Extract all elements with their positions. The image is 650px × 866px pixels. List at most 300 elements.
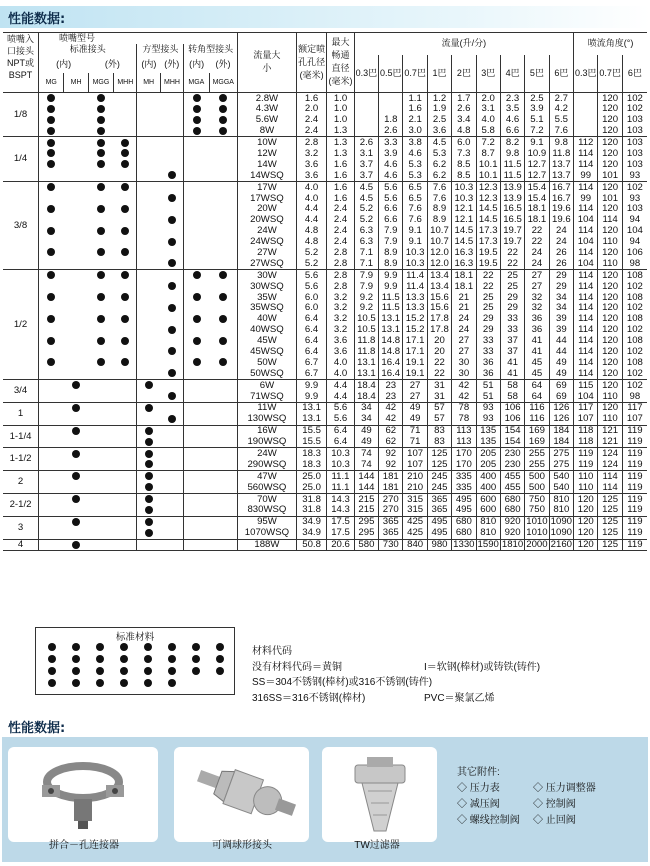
- material-dot: [192, 655, 200, 663]
- conn-cell: [160, 335, 183, 346]
- flow-cell: 455: [500, 482, 524, 493]
- conn-cell: [114, 425, 137, 436]
- section-title: 性能数据:: [8, 12, 66, 27]
- flow-cell: 14.5: [476, 215, 500, 226]
- flow-cell: 920: [500, 528, 524, 539]
- flow-cell: 9.2: [354, 303, 378, 314]
- angle-cell: 103: [622, 126, 647, 137]
- angle-cell: 104: [574, 215, 598, 226]
- conn-cell: [160, 137, 183, 148]
- conn-cell: [184, 104, 209, 115]
- passage-cell: 6.4: [327, 425, 354, 436]
- material-dot: [96, 643, 104, 651]
- conn-cell: [88, 402, 113, 413]
- flow-cell: 7.1: [354, 258, 378, 269]
- inner-label: (内): [39, 55, 89, 74]
- availability-dot: [193, 116, 201, 124]
- flow-cell: 365: [427, 493, 451, 504]
- conn-cell: [137, 516, 160, 527]
- flow-cell: 29: [476, 325, 500, 336]
- availability-dot: [168, 326, 176, 334]
- material-cell: [88, 677, 112, 689]
- flow-cell: 7.6: [427, 182, 451, 193]
- table-row: [3, 182, 647, 193]
- flow-cell: 9.8: [500, 148, 524, 159]
- angle-cell: 120: [598, 303, 622, 314]
- flow-cell: 8.5: [452, 170, 476, 181]
- table-row: [3, 236, 647, 247]
- material-cell: [40, 665, 64, 677]
- model-cell: 70W: [237, 493, 296, 504]
- flow-cell: 11.5: [379, 292, 403, 303]
- conn-cell: [39, 303, 64, 314]
- flow-cell: 6.3: [354, 226, 378, 237]
- flow-cell: 255: [525, 448, 549, 459]
- angle-cell: 117: [622, 402, 647, 413]
- flow-cell: 1330: [453, 539, 475, 551]
- flow-cell: 7.2: [525, 126, 549, 137]
- angle-cell: 103: [622, 204, 647, 215]
- angle-cell: 94: [622, 215, 647, 226]
- flow-cell: 22: [525, 236, 549, 247]
- conn-cell: [114, 539, 137, 551]
- angle-cell: 114: [574, 292, 598, 303]
- angle-cell: 104: [574, 258, 598, 269]
- material-box: [35, 627, 235, 695]
- conn-cell: [88, 437, 113, 448]
- conn-cell: [184, 402, 209, 413]
- conn-cell: [64, 493, 88, 504]
- conn-cell: [184, 159, 209, 170]
- conn-cell: [160, 148, 183, 159]
- conn-cell: [209, 437, 237, 448]
- conn-cell: [39, 104, 64, 115]
- material-cell: [40, 653, 64, 665]
- conn-cell: [64, 482, 88, 493]
- material-dot: [168, 655, 176, 663]
- availability-dot: [168, 392, 176, 400]
- flow-cell: 71: [403, 437, 427, 448]
- conn-cell: [114, 215, 137, 226]
- conn-cell: [209, 402, 237, 413]
- table-row: [3, 204, 647, 215]
- flow-cell: 44: [549, 346, 573, 357]
- conn-cell: [64, 170, 88, 181]
- availability-dot: [121, 183, 129, 191]
- flow-cell: 116: [525, 402, 549, 413]
- availability-dot: [47, 127, 55, 135]
- conn-cell: [209, 493, 237, 504]
- conn-cell: [137, 292, 160, 303]
- conn-cell: [160, 126, 183, 137]
- pressure-7: 5巴: [525, 55, 549, 93]
- conn-cell: [160, 215, 183, 226]
- conn-cell: [39, 182, 64, 193]
- flow-cell: 36: [476, 357, 500, 368]
- conn-cell: [209, 314, 237, 325]
- flow-cell: 11.8: [354, 335, 378, 346]
- conn-cell: [88, 159, 113, 170]
- angle-cell: 104: [574, 236, 598, 247]
- conn-cell: [64, 402, 88, 413]
- flow-cell: 11.5: [379, 303, 403, 314]
- flow-cell: 24: [452, 325, 476, 336]
- material-dot: [168, 679, 176, 687]
- flow-cell: 26: [549, 258, 573, 269]
- inlet-size: 3/4: [3, 380, 39, 403]
- angle-cell: 120: [598, 380, 622, 391]
- inner-label: (内): [184, 55, 209, 74]
- orifice-cell: 1.6: [296, 92, 326, 103]
- angle-cell: 99: [574, 170, 598, 181]
- angle-cell: 118: [574, 437, 598, 448]
- availability-dot: [121, 227, 129, 235]
- flow-cell: 810: [476, 516, 500, 527]
- flow-cell: 5.3: [427, 148, 451, 159]
- passage-cell: 6.4: [327, 437, 354, 448]
- conn-cell: [184, 471, 209, 482]
- angle-cell: 119: [622, 482, 647, 493]
- angle-cell: 120: [598, 325, 622, 336]
- flow-cell: 680: [452, 516, 476, 527]
- conn-cell: [64, 346, 88, 357]
- flow-cell: 10.3: [452, 182, 476, 193]
- flow-cell: 9.9: [379, 281, 403, 292]
- model-cell: 45WSQ: [237, 346, 296, 357]
- flow-cell: 34: [549, 292, 573, 303]
- material-dot: [216, 643, 224, 651]
- conn-cell: [137, 391, 160, 402]
- flow-cell: 31: [427, 380, 451, 391]
- passage-cell: 1.0: [327, 104, 354, 115]
- angle-cell: 110: [598, 236, 622, 247]
- angle-cell: 119: [622, 459, 647, 470]
- conn-cell: [184, 314, 209, 325]
- model-cell: 50W: [237, 357, 296, 368]
- angle-cell: 120: [598, 104, 622, 115]
- angle-cell: 120: [598, 92, 622, 103]
- flow-cell: 22: [476, 270, 500, 281]
- conn-cell: [64, 505, 88, 516]
- passage-cell: 5.6: [327, 414, 354, 425]
- availability-dot: [47, 205, 55, 213]
- conn-cell: [184, 92, 209, 103]
- flow-cell: 8.9: [427, 204, 451, 215]
- material-dot: [48, 643, 56, 651]
- model-cell: 130WSQ: [237, 414, 296, 425]
- flow-cell: [354, 126, 378, 137]
- flow-cell: 13.7: [549, 170, 573, 181]
- conn-cell: [209, 236, 237, 247]
- conn-cell: [137, 303, 160, 314]
- availability-dot: [97, 94, 105, 102]
- conn-cell: [64, 357, 88, 368]
- conn-cell: [114, 335, 137, 346]
- flow-cell: 245: [427, 471, 451, 482]
- table-row: [3, 459, 647, 470]
- flow-cell: 51: [476, 391, 500, 402]
- passage-cell: 4.0: [327, 368, 354, 379]
- inlet-size: 3: [3, 516, 39, 539]
- passage-cell: 17.5: [327, 528, 354, 539]
- conn-cell: [209, 115, 237, 126]
- flow-cell: 42: [452, 380, 476, 391]
- availability-dot: [168, 171, 176, 179]
- passage-cell: 1.6: [327, 182, 354, 193]
- flow-cell: 169: [525, 425, 549, 436]
- material-dot: [72, 679, 80, 687]
- flow-cell: 62: [379, 437, 403, 448]
- material-dot: [48, 679, 56, 687]
- conn-cell: [88, 346, 113, 357]
- conn-cell: [209, 247, 237, 258]
- table-row: [3, 226, 647, 237]
- flow-cell: 14.8: [379, 346, 403, 357]
- flow-cell: 34: [354, 414, 378, 425]
- availability-dot: [168, 304, 176, 312]
- flow-cell: 19.7: [500, 226, 524, 237]
- flow-cell: 1.1: [403, 92, 427, 103]
- passage-cell: 1.3: [327, 148, 354, 159]
- conn-cell: [137, 247, 160, 258]
- conn-cell: [64, 303, 88, 314]
- angle-cell: 104: [622, 226, 647, 237]
- flow-cell: 33: [476, 335, 500, 346]
- flow-cell: 25: [500, 281, 524, 292]
- conn-cell: [88, 505, 113, 516]
- angle-cell: 110: [574, 471, 598, 482]
- availability-dot: [168, 282, 176, 290]
- flow-cell: 113: [452, 425, 476, 436]
- angle-cell: 120: [598, 204, 622, 215]
- angle-cell: 114: [574, 159, 598, 170]
- flow-cell: 18.1: [452, 281, 476, 292]
- flow-cell: 495: [427, 516, 451, 527]
- angle-cell: 108: [622, 335, 647, 346]
- conn-cell: [209, 182, 237, 193]
- flow-cell: 10.5: [354, 314, 378, 325]
- flow-cell: 14.8: [379, 335, 403, 346]
- angle-cell: 110: [598, 414, 622, 425]
- table-row: [3, 493, 647, 504]
- conn-cell: [114, 104, 137, 115]
- flow-cell: 2.7: [549, 92, 573, 103]
- angle-cell: 114: [574, 368, 598, 379]
- flow-cell: 39: [549, 325, 573, 336]
- conn-cell: [64, 92, 88, 103]
- conn-cell: [39, 148, 64, 159]
- conn-cell: [184, 335, 209, 346]
- conn-cell: [114, 226, 137, 237]
- orifice-cell: 6.7: [296, 368, 326, 379]
- conn-cell: [114, 437, 137, 448]
- conn-cell: [64, 270, 88, 281]
- conn-cell: [160, 471, 183, 482]
- angle-cell: 101: [598, 193, 622, 204]
- material-dot: [168, 667, 176, 675]
- conn-cell: [160, 380, 183, 391]
- conn-cell: [39, 292, 64, 303]
- flow-cell: 23: [379, 380, 403, 391]
- orifice-cell: 3.6: [296, 170, 326, 181]
- material-cell: [112, 677, 136, 689]
- conn-cell: [160, 115, 183, 126]
- conn-cell: [160, 258, 183, 269]
- flow-cell: 400: [476, 482, 500, 493]
- flow-cell: 215: [354, 493, 378, 504]
- passage-cell: 17.5: [327, 516, 354, 527]
- flow-cell: 42: [379, 414, 403, 425]
- flow-cell: 17.3: [476, 236, 500, 247]
- conn-cell: [184, 425, 209, 436]
- passage-cell: 3.6: [327, 346, 354, 357]
- conn-cell: [209, 357, 237, 368]
- flow-cell: 19.6: [549, 204, 573, 215]
- flow-cell: 6.6: [379, 204, 403, 215]
- material-cell: [208, 677, 232, 689]
- material-cell: [64, 641, 88, 653]
- flow-cell: 22: [476, 281, 500, 292]
- inlet-size: 4: [3, 539, 39, 551]
- flow-cell: 500: [525, 471, 549, 482]
- orifice-cell: 6.0: [296, 292, 326, 303]
- availability-dot: [97, 183, 105, 191]
- table-row: [3, 292, 647, 303]
- material-dot: [72, 667, 80, 675]
- conn-cell: [160, 346, 183, 357]
- flow-cell: 15.2: [403, 325, 427, 336]
- flow-cell: 18.1: [525, 204, 549, 215]
- conn-cell: [88, 516, 113, 527]
- model-cell: 5.6W: [237, 115, 296, 126]
- orifice-cell: 5.6: [296, 270, 326, 281]
- angle-cell: 120: [598, 182, 622, 193]
- angle-cell: 114: [598, 482, 622, 493]
- conn-cell: [160, 325, 183, 336]
- flow-cell: 19.7: [500, 236, 524, 247]
- flow-cell: 18.1: [452, 270, 476, 281]
- flow-cell: 680: [452, 528, 476, 539]
- flow-cell: 69: [549, 391, 573, 402]
- angle-cell: 112: [574, 137, 598, 148]
- availability-dot: [47, 248, 55, 256]
- flow-cell: 6.5: [403, 193, 427, 204]
- material-cell: [64, 665, 88, 677]
- flow-cell: 295: [354, 528, 378, 539]
- angle-cell: 102: [622, 325, 647, 336]
- flow-cell: 24: [525, 258, 549, 269]
- flow-cell: 270: [379, 505, 403, 516]
- flow-cell: 42: [452, 391, 476, 402]
- flow-cell: 41: [500, 357, 524, 368]
- flow-cell: 7.9: [354, 270, 378, 281]
- table-row: [3, 193, 647, 204]
- flow-cell: 49: [354, 425, 378, 436]
- conn-cell: [160, 303, 183, 314]
- model-cell: 16W: [237, 425, 296, 436]
- table-row: [3, 528, 647, 539]
- availability-dot: [193, 127, 201, 135]
- material-dot: [120, 643, 128, 651]
- flow-cell: 4.8: [452, 126, 476, 137]
- availability-dot: [97, 160, 105, 168]
- conn-cell: [114, 346, 137, 357]
- angle-cell: 114: [598, 471, 622, 482]
- conn-cell: [184, 368, 209, 379]
- flow-cell: 7.6: [403, 215, 427, 226]
- flow-cell: 57: [427, 414, 451, 425]
- conn-cell: [209, 292, 237, 303]
- passage-cell: 1.6: [327, 159, 354, 170]
- material-cell: [184, 653, 208, 665]
- orifice-cell: 2.8: [296, 137, 326, 148]
- flow-cell: 92: [379, 459, 403, 470]
- conn-cell: [39, 357, 64, 368]
- angle-cell: 114: [574, 270, 598, 281]
- flow-cell: 295: [354, 516, 378, 527]
- angle-cell: 108: [622, 357, 647, 368]
- flow-cell: 106: [500, 402, 524, 413]
- inlet-size: 1/2: [3, 270, 39, 380]
- flow-cell: 49: [403, 414, 427, 425]
- conn-cell: [39, 335, 64, 346]
- orifice-cell: 6.4: [296, 325, 326, 336]
- accessory-item: ◇ 控制阀: [533, 799, 576, 810]
- conn-cell: [88, 414, 113, 425]
- conn-cell: [137, 325, 160, 336]
- angle-cell: 93: [622, 193, 647, 204]
- availability-dot: [193, 94, 201, 102]
- flow-cell: 125: [427, 448, 451, 459]
- flow-cell: 22: [500, 258, 524, 269]
- angle-cell: 119: [622, 493, 647, 504]
- model-cell: 27WSQ: [237, 258, 296, 269]
- angle-cell: 119: [622, 505, 647, 516]
- orifice-cell: 31.8: [296, 493, 326, 504]
- conn-cell: [160, 459, 183, 470]
- availability-dot: [193, 358, 201, 366]
- angle-cell: 114: [574, 247, 598, 258]
- conn-cell: [184, 437, 209, 448]
- orifice-cell: 6.4: [296, 314, 326, 325]
- passage-cell: 2.4: [327, 226, 354, 237]
- orifice-cell: 13.1: [296, 414, 326, 425]
- flow-cell: 69: [549, 380, 573, 391]
- flow-cell: 19.6: [549, 215, 573, 226]
- conn-code: MHH: [160, 73, 183, 92]
- header-row: [3, 33, 647, 44]
- conn-cell: [64, 471, 88, 482]
- conn-cell: [184, 204, 209, 215]
- flow-cell: 275: [549, 459, 573, 470]
- angle-cell: 114: [574, 346, 598, 357]
- flow-cell: 13.1: [379, 325, 403, 336]
- angle-cell: 119: [574, 459, 598, 470]
- inlet-header: 喷嘴入口接头NPT或BSPT: [3, 33, 39, 82]
- flow-cell: 17.3: [476, 226, 500, 237]
- conn-cell: [209, 516, 237, 527]
- conn-cell: [88, 292, 113, 303]
- orifice-cell: 4.0: [296, 193, 326, 204]
- conn-cell: [39, 391, 64, 402]
- model-cell: 71WSQ: [237, 391, 296, 402]
- angle-cell: 102: [622, 182, 647, 193]
- model-cell: 14W: [237, 159, 296, 170]
- flow-cell: 93: [476, 414, 500, 425]
- flow-cell: 5.6: [379, 193, 403, 204]
- inlet-size: 3/8: [3, 182, 39, 270]
- material-cell: [112, 641, 136, 653]
